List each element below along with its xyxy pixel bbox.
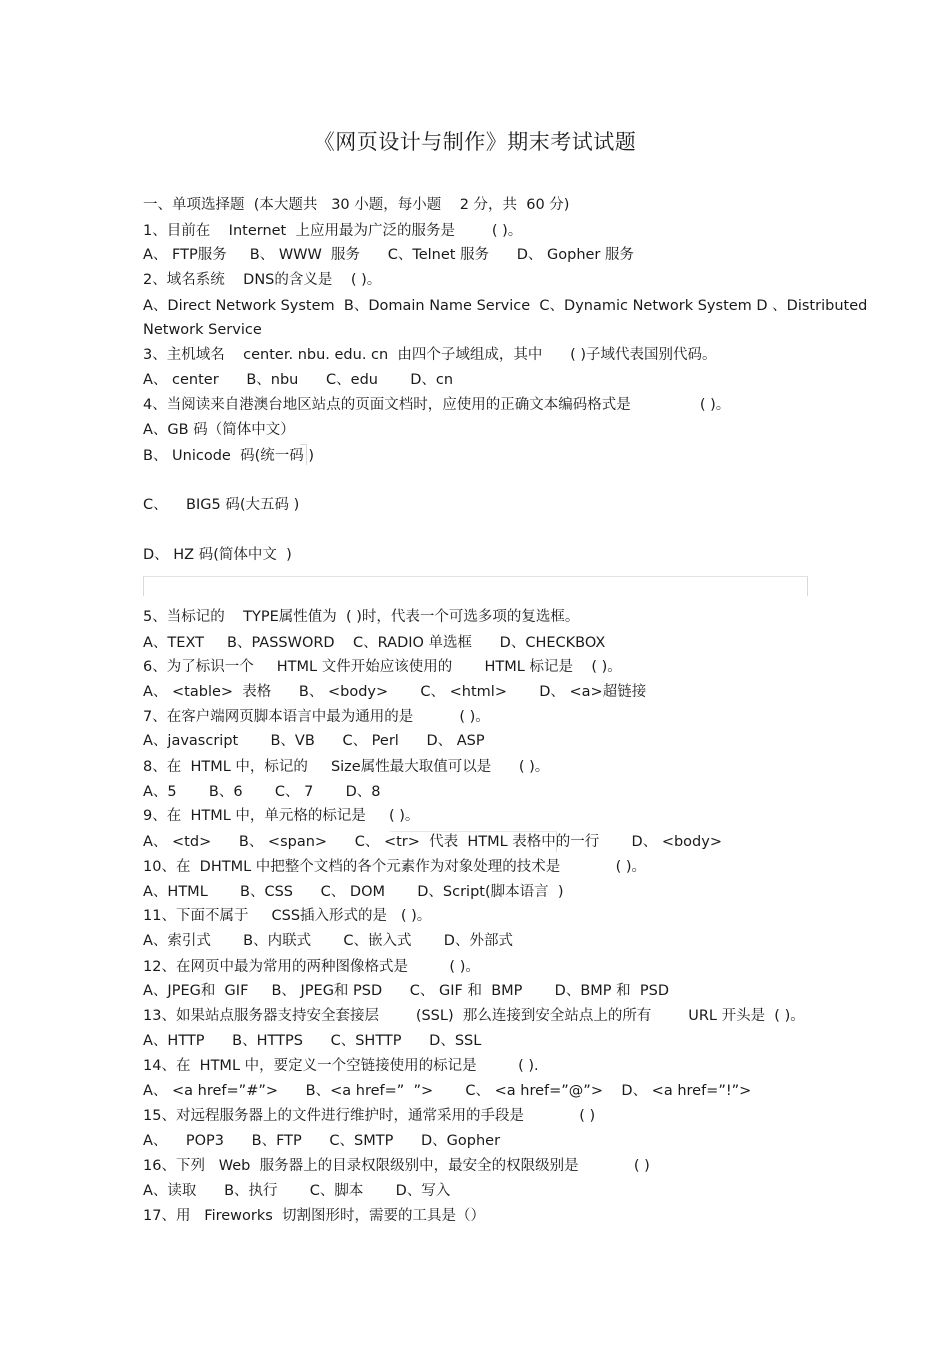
text-line: A、 <a href=”#”> B、<a href=” ”> C、 <a href=”@”> D、 <a href=”!”> xyxy=(143,1083,752,1099)
text-line: 17、用 Fireworks 切割图形时，需要的工具是（） xyxy=(143,1208,486,1224)
text-line: 9、在 HTML 中，单元格的标记是 ( )。 xyxy=(143,808,420,824)
text-line: 15、对远程服务器上的文件进行维护时，通常采用的手段是 ( ) xyxy=(143,1108,596,1124)
page-title: 《网页设计与制作》期末考试试题 xyxy=(313,130,637,154)
text-line: 2、域名系统 DNS的含义是 ( )。 xyxy=(143,272,382,288)
text-line: 4、当阅读来自港澳台地区站点的页面文档时，应使用的正确文本编码格式是 ( )。 xyxy=(143,397,731,413)
text-line: D、 HZ 码(简体中文 ) xyxy=(143,547,292,563)
text-line: A、索引式 B、内联式 C、嵌入式 D、外部式 xyxy=(143,933,513,949)
text-line: 11、下面不属于 CSS插入形式的是 ( )。 xyxy=(143,908,432,924)
text-line: 一、单项选择题 (本大题共 30 小题，每小题 2 分，共 60 分) xyxy=(143,197,570,213)
text-line: A、 FTP服务 B、 WWW 服务 C、Telnet 服务 D、 Gopher 服务 xyxy=(143,247,634,263)
text-line: Network Service xyxy=(143,322,262,338)
text-line: 13、如果站点服务器支持安全套接层 (SSL) 那么连接到安全站点上的所有 URL 开头是 ( )。 xyxy=(143,1008,805,1024)
page-divider-box xyxy=(143,576,808,596)
text-line: A、javascript B、VB C、 Perl D、 ASP xyxy=(143,733,485,749)
text-line: A、HTML B、CSS C、 DOM D、Script(脚本语言 ) xyxy=(143,884,564,900)
text-line: A、读取 B、执行 C、脚本 D、写入 xyxy=(143,1183,451,1199)
text-line: 16、下列 Web 服务器上的目录权限级别中，最安全的权限级别是 ( ) xyxy=(143,1158,650,1174)
text-line: A、TEXT B、PASSWORD C、RADIO 单选框 D、CHECKBOX xyxy=(143,635,606,651)
text-line: A、 <td> B、 <span> C、 <tr> 代表 HTML 表格中的一行 D、 <body> xyxy=(143,834,722,850)
text-line: 5、当标记的 TYPE属性值为 ( )时，代表一个可选多项的复选框。 xyxy=(143,609,580,625)
text-line: A、 center B、nbu C、edu D、cn xyxy=(143,372,454,388)
text-line: A、Direct Network System B、Domain Name Service C、Dynamic Network System D 、Distributed xyxy=(143,298,868,314)
text-line: A、 POP3 B、FTP C、SMTP D、Gopher xyxy=(143,1133,501,1149)
text-line: 10、在 DHTML 中把整个文档的各个元素作为对象处理的技术是 ( )。 xyxy=(143,859,647,875)
text-line: A、GB 码（简体中文） xyxy=(143,422,295,438)
text-line: 6、为了标识一个 HTML 文件开始应该使用的 HTML 标记是 ( )。 xyxy=(143,659,622,675)
text-line: A、JPEG和 GIF B、 JPEG和 PSD C、 GIF 和 BMP D、BMP 和 PSD xyxy=(143,983,669,999)
text-line: 7、在客户端网页脚本语言中最为通用的是 ( )。 xyxy=(143,709,490,725)
text-line: B、 Unicode 码(统一码 ) xyxy=(143,448,314,464)
text-line: 14、在 HTML 中，要定义一个空链接使用的标记是 ( ). xyxy=(143,1058,539,1074)
text-line: C、 BIG5 码(大五码 ) xyxy=(143,497,300,513)
text-line: 3、主机域名 center. nbu. edu. cn 由四个子域组成，其中 ( )子域代表国别代码。 xyxy=(143,347,717,363)
text-line: A、 <table> 表格 B、 <body> C、 <html> D、 <a>超链接 xyxy=(143,684,647,700)
text-line: 8、在 HTML 中，标记的 Size属性最大取值可以是 ( )。 xyxy=(143,759,550,775)
text-line: 1、目前在 Internet 上应用最为广泛的服务是 ( )。 xyxy=(143,223,523,239)
text-line: A、HTTP B、HTTPS C、SHTTP D、SSL xyxy=(143,1033,482,1049)
text-line: 12、在网页中最为常用的两种图像格式是 ( )。 xyxy=(143,959,480,975)
text-line: A、5 B、6 C、 7 D、8 xyxy=(143,784,381,800)
